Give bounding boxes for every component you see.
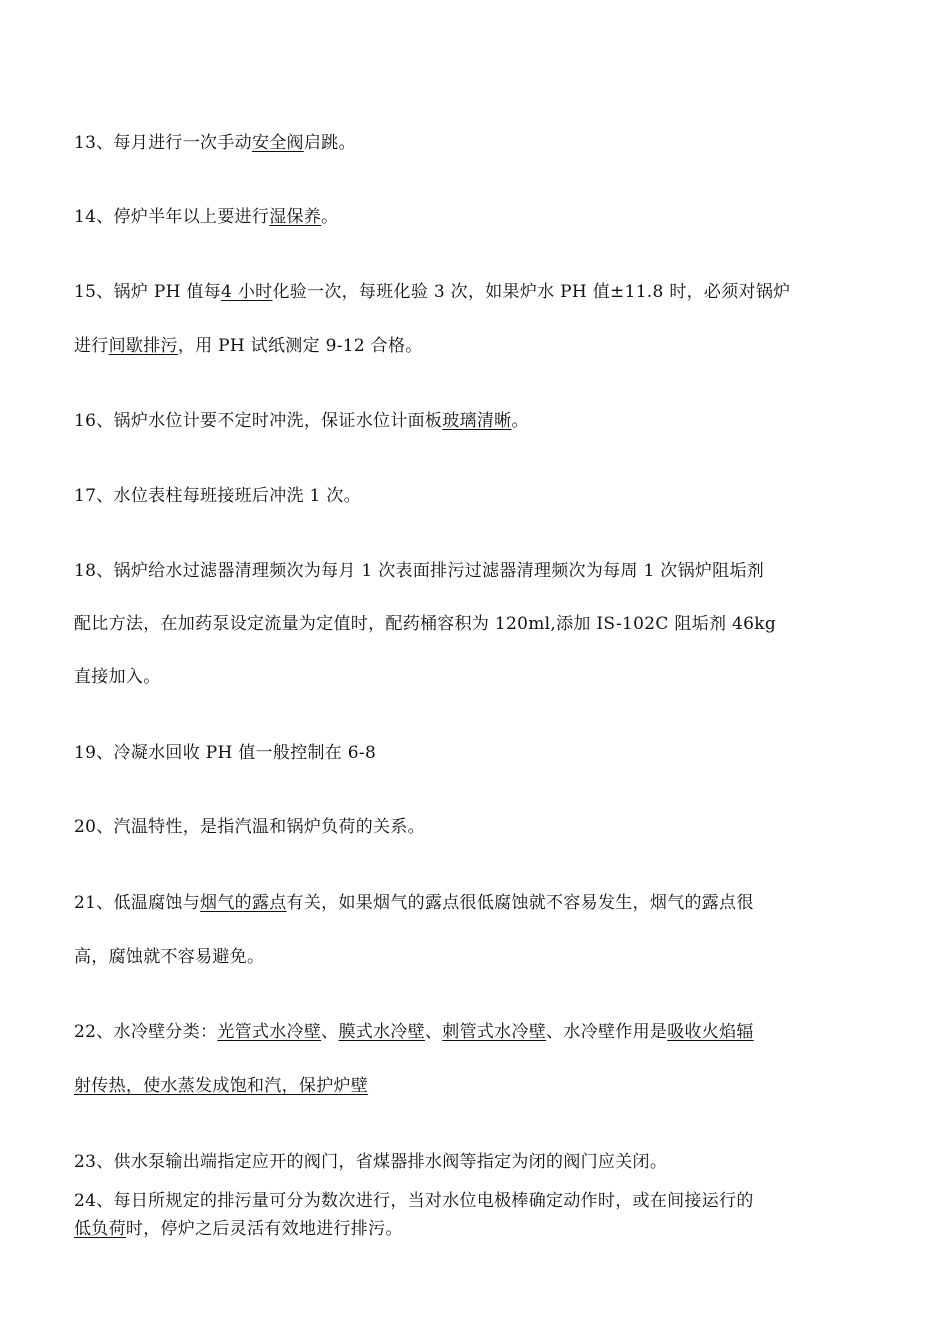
text-run: 15、锅炉 PH 值每 — [74, 282, 222, 302]
underlined-term: 烟气的露点 — [200, 893, 287, 913]
text-run: 14、停炉半年以上要进行 — [74, 207, 270, 227]
underlined-term: 光管式水冷壁 — [217, 1022, 322, 1042]
underlined-term: 湿保养 — [269, 207, 322, 227]
item-18 — [74, 545, 870, 704]
underlined-term: 安全阀 — [251, 133, 304, 153]
text-run: 高，腐蚀就不容易避免。 — [74, 947, 265, 967]
underlined-term: 膜式水冷壁 — [338, 1022, 425, 1042]
item-22 — [74, 1005, 870, 1113]
text-run: 22、水冷壁分类： — [74, 1022, 218, 1042]
paragraph-line — [74, 265, 870, 319]
item-14 — [74, 190, 870, 244]
text-run: 20、汽温特性，是指汽温和锅炉负荷的关系。 — [74, 817, 425, 837]
text-run: 直接加入。 — [74, 667, 161, 687]
paragraph-line — [74, 930, 870, 984]
text-run: 。 — [321, 207, 339, 227]
text-run: 17、水位表柱每班接班后冲洗 1 次。 — [74, 486, 361, 506]
underlined-term: 吸收火焰辐 — [667, 1022, 754, 1042]
item-23 — [74, 1135, 870, 1189]
text-run: ，用 PH 试纸测定 9-12 合格。 — [177, 336, 423, 356]
paragraph-line — [74, 190, 870, 244]
text-run: 13、每月进行一次手动 — [74, 133, 252, 153]
paragraph-line — [74, 116, 870, 170]
paragraph-line — [74, 598, 870, 651]
text-run: 24、每日所规定的排污量可分为数次进行，当对水位电极棒确定动作时，或在间接运行的 — [74, 1191, 754, 1211]
text-run: 18、锅炉给水过滤器清理频次为每月 1 次表面排污过滤器清理频次为每周 1 次锅炉阻垢剂 — [74, 561, 765, 581]
text-run: 21、低温腐蚀与 — [74, 893, 201, 913]
item-19 — [74, 726, 870, 780]
paragraph-line — [74, 319, 870, 373]
item-17 — [74, 469, 870, 523]
text-run: 16、锅炉水位计要不定时冲洗，保证水位计面板 — [74, 411, 443, 431]
paragraph-line — [74, 1005, 870, 1059]
item-20 — [74, 800, 870, 854]
text-run: 进行 — [74, 336, 109, 356]
text-run: 、 — [424, 1022, 443, 1042]
paragraph-line — [74, 651, 870, 704]
paragraph-line — [74, 394, 870, 448]
text-run: 。 — [511, 411, 529, 431]
paragraph-line — [74, 1135, 870, 1189]
paragraph-line — [74, 1215, 870, 1243]
item-24 — [74, 1187, 870, 1243]
text-run: 、 — [321, 1022, 339, 1042]
paragraph-line — [74, 469, 870, 523]
item-13 — [74, 116, 870, 170]
text-run: 化验一次，每班化验 3 次，如果炉水 PH 值±11.8 时，必须对锅炉 — [272, 282, 791, 302]
item-15 — [74, 265, 870, 373]
text-run: 配比方法，在加药泵设定流量为定值时，配药桶容积为 120ml,添加 IS-102C 阻垢剂 46kg — [74, 614, 777, 634]
underlined-term: 玻璃清晰 — [442, 411, 512, 431]
paragraph-line — [74, 726, 870, 780]
underlined-term: 射传热，使水蒸发成饱和汽，保护炉壁 — [74, 1076, 369, 1096]
text-run: 、水冷壁作用是 — [546, 1022, 668, 1042]
underlined-term: 低负荷 — [74, 1219, 126, 1239]
paragraph-line — [74, 800, 870, 854]
paragraph-line — [74, 545, 870, 598]
text-run: 有关，如果烟气的露点很低腐蚀就不容易发生，烟气的露点很 — [286, 893, 754, 913]
text-run: 启跳。 — [303, 133, 356, 153]
text-run: 时，停炉之后灵活有效地进行排污。 — [125, 1219, 403, 1239]
item-21 — [74, 876, 870, 984]
underlined-term: 刺管式水冷壁 — [442, 1022, 547, 1042]
underlined-term: 4 小时 — [221, 282, 273, 302]
paragraph-line — [74, 1059, 870, 1113]
text-run: 19、冷凝水回收 PH 值一般控制在 6-8 — [74, 743, 377, 763]
item-16 — [74, 394, 870, 448]
paragraph-line — [74, 1187, 870, 1215]
underlined-term: 间歇排污 — [108, 336, 178, 356]
text-run: 23、供水泵输出端指定应开的阀门，省煤器排水阀等指定为闭的阀门应关闭。 — [74, 1152, 668, 1172]
paragraph-line — [74, 876, 870, 930]
